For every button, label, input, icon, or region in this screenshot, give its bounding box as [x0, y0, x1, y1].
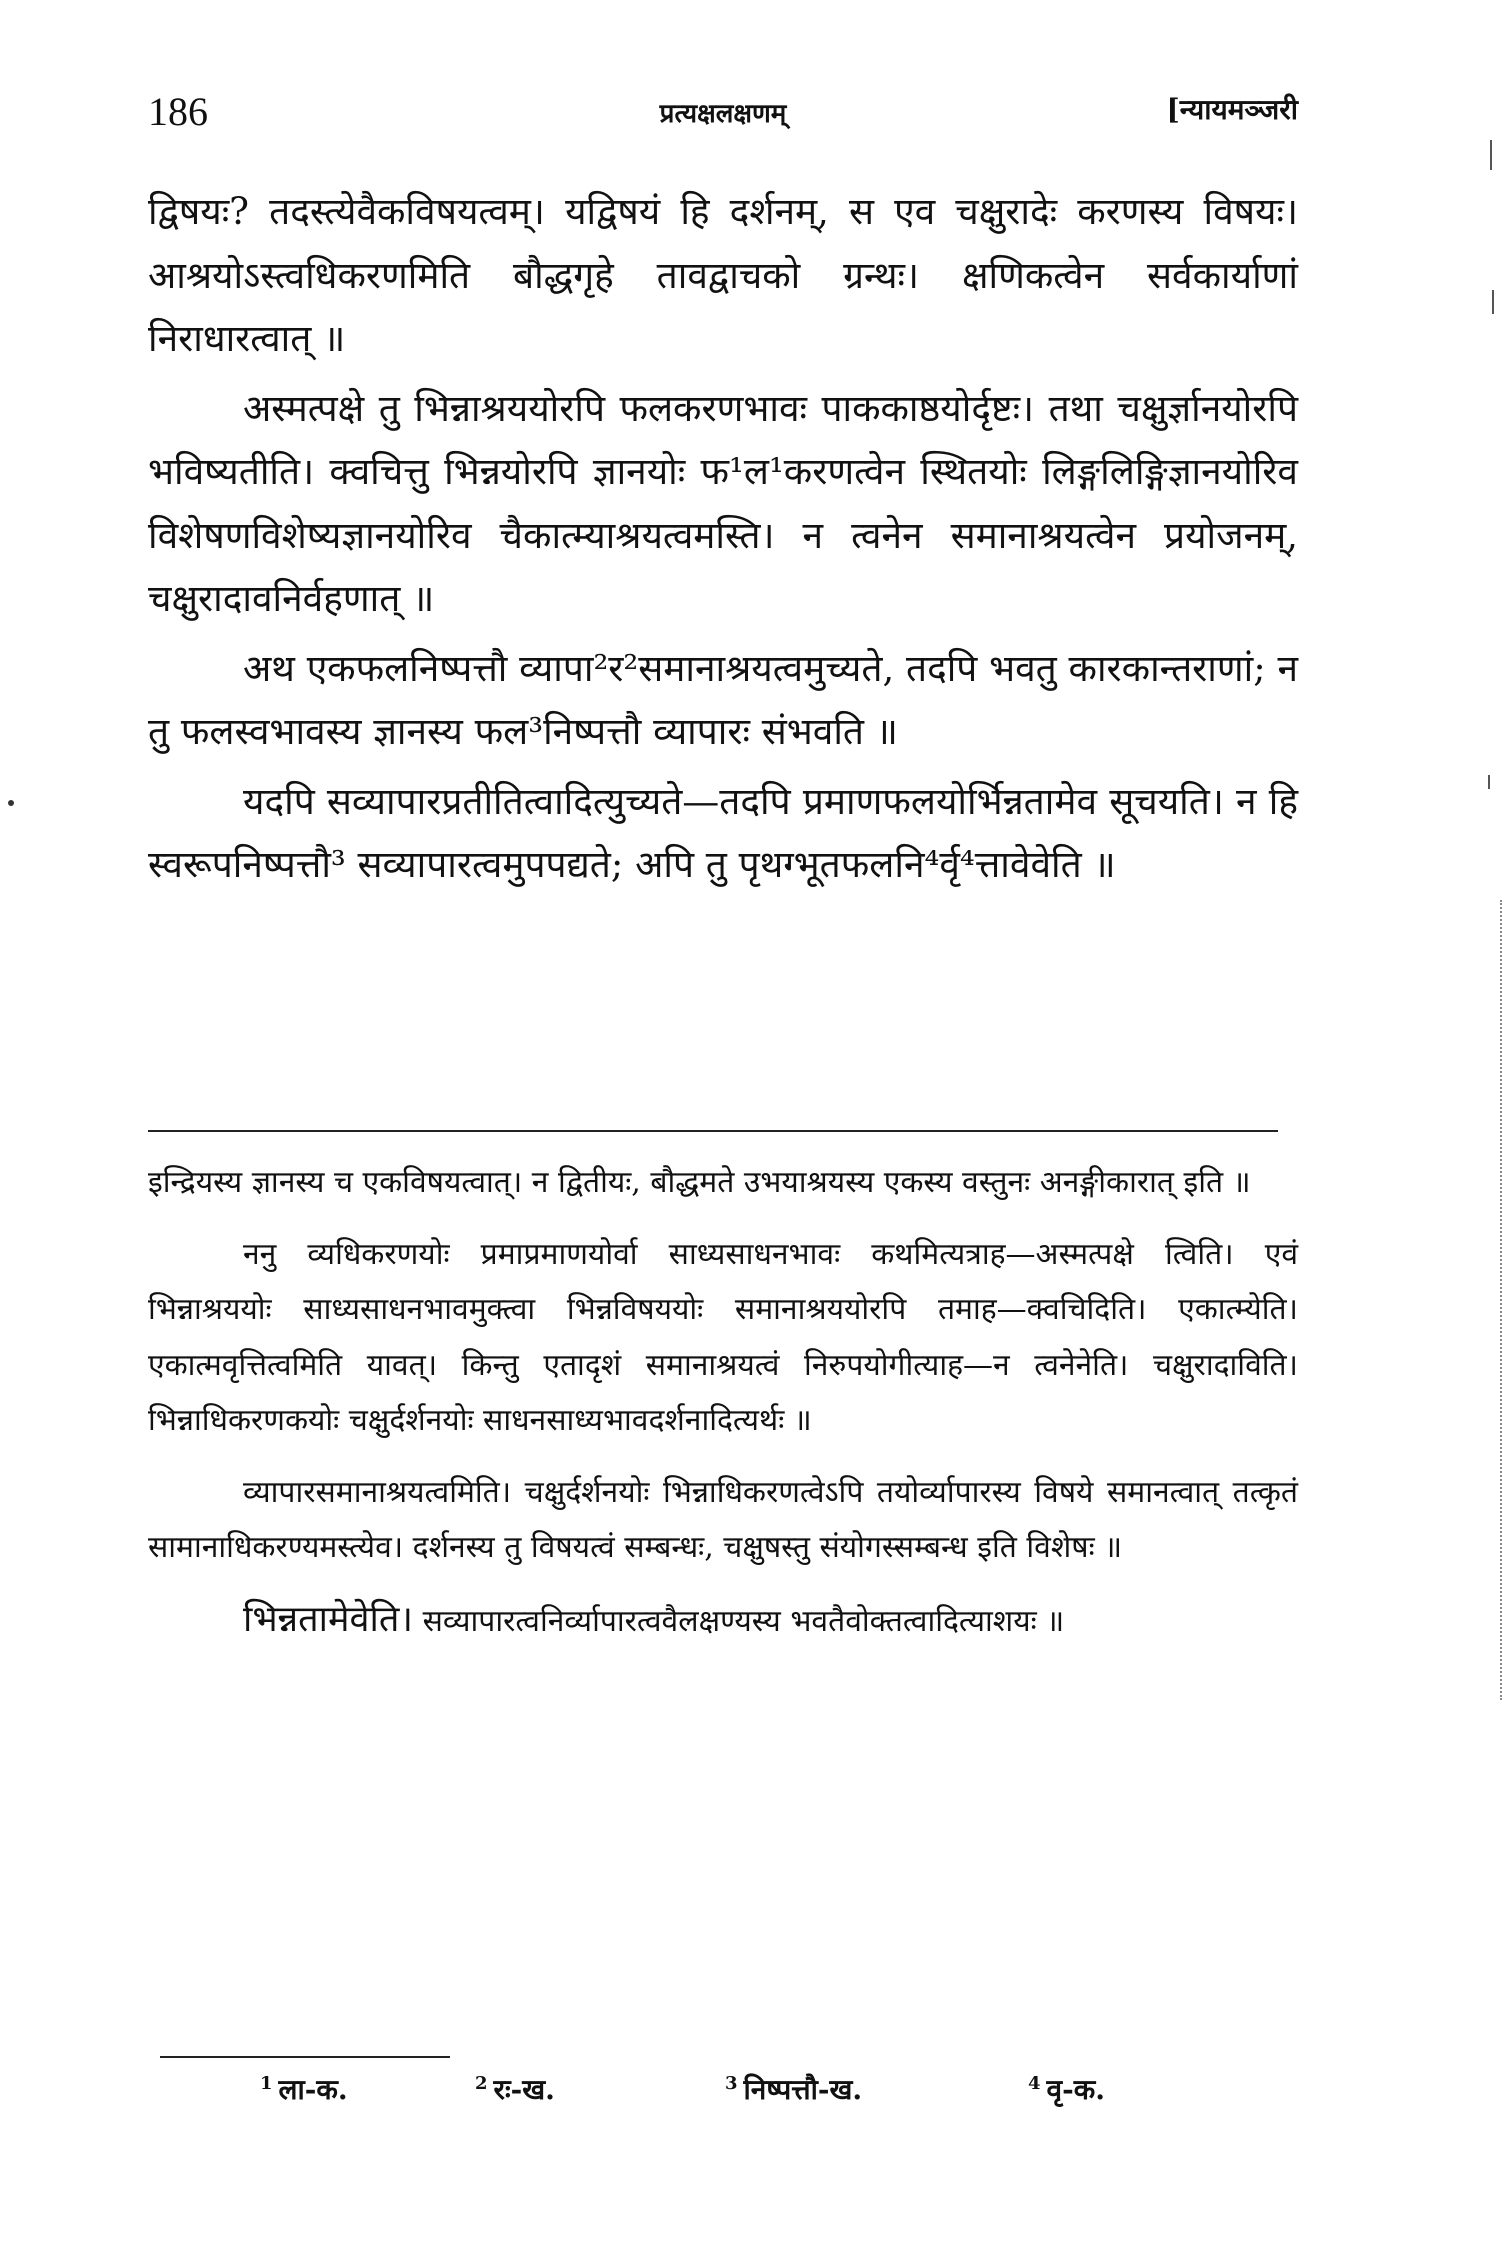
footnote-marker: 4 — [1028, 2072, 1041, 2094]
footnote-marker: 1 — [260, 2072, 273, 2094]
page-header — [148, 88, 1298, 138]
footnote-text: रः-ख. — [493, 2073, 555, 2106]
footnote-divider — [160, 2056, 450, 2058]
footnote-1 — [260, 2070, 348, 2108]
footnote-marker: 2 — [475, 2072, 488, 2094]
commentary-paragraph-2: ननु व्यधिकरणयोः प्रमाप्रमाणयोर्वा साध्यसाधनभावः कथमित्यत्राह—अस्मत्पक्षे त्विति। एवं भिन्नाश्रययोः साध्यसाधनभावमुक्त्वा भिन्नविषययोः समानाश्रययोरपि तमाह—क्वचिदिति। एकात्म्येति। एकात्मवृत्तित्वमिति यावत्। किन्तु एतादृशं समानाश्रयत्वं निरुपयोगीत्याह—न त्वनेनेति। चक्षुरादाविति। भिन्नाधिकरणकयोः चक्षुर्दर्शनयोः साधनसाध्यभावदर्शनादित्यर्थः ॥ — [148, 1236, 1298, 1438]
text-commentary-divider — [148, 1130, 1278, 1132]
footnote-text: निष्पत्तौ-ख. — [743, 2073, 863, 2106]
main-paragraph-1: द्विषयः? तदस्त्येवैकविषयत्वम्। यद्विषयं हि दर्शनम्, स एव चक्षुरादेः करणस्य विषयः। आश्रयोऽस्त्वधिकरणमिति बौद्धगृहे तावद्वाचको ग्रन्थः। क्षणिकत्वेन सर्वकार्याणां निराधारत्वात् ॥ — [148, 190, 1299, 360]
footnotes — [260, 2070, 1260, 2118]
scan-margin-line — [1490, 140, 1492, 170]
footnote-marker: 3 — [725, 2072, 738, 2094]
running-title: प्रत्यक्षलक्षणम् — [659, 99, 787, 129]
book-title: [न्यायमञ्जरी — [1166, 93, 1298, 126]
footnote-2 — [475, 2070, 555, 2108]
main-text — [148, 180, 1298, 903]
commentary — [148, 1155, 1298, 1665]
page-number: 186 — [148, 89, 208, 134]
main-paragraph-2: अस्मत्पक्षे तु भिन्नाश्रययोरपि फलकरणभावः पाककाष्ठयोर्दृष्टः। तथा चक्षुर्ज्ञानयोरपि भविष्यतीति। क्वचित्तु भिन्नयोरपि ज्ञानयोः फ¹ल¹करणत्वेन स्थितयोः लिङ्गलिङ्गिज्ञानयोरिव विशेषणविशेष्यज्ञानयोरिव चैकात्म्याश्रयत्वमस्ति। न त्वनेन समानाश्रयत्वेन प्रयोजनम्, चक्षुरादावनिर्वहणात् ॥ — [148, 386, 1298, 620]
footnote-text: वृ-क. — [1046, 2073, 1105, 2106]
commentary-paragraph-3: व्यापारसमानाश्रयत्वमिति। चक्षुर्दर्शनयोः भिन्नाधिकरणत्वेऽपि तयोर्व्यापारस्य विषये समानत्वात् तत्कृतं सामानाधिकरण्यमस्त्येव। दर्शनस्य तु विषयत्वं सम्बन्धः, चक्षुषस्तु संयोगस्सम्बन्ध इति विशेषः ॥ — [148, 1474, 1298, 1565]
scan-margin-line — [1492, 290, 1494, 314]
footnote-4 — [1028, 2070, 1105, 2108]
commentary-gloss: सव्यापारत्वनिर्व्यापारत्ववैलक्षण्यस्य भवतैवोक्तत्वादित्याशयः ॥ — [413, 1603, 1065, 1639]
main-paragraph-3: अथ एकफलनिष्पत्तौ व्यापा²र²समानाश्रयत्वमुच्यते, तदपि भवतु कारकान्तराणां; न तु फलस्वभावस्य ज्ञानस्य फल³निष्पत्तौ व्यापारः संभवति ॥ — [148, 646, 1298, 753]
footnote-text: ला-क. — [278, 2073, 348, 2106]
scan-speck — [8, 800, 14, 806]
commentary-paragraph-1: इन्द्रियस्य ज्ञानस्य च एकविषयत्वात्। न द्वितीयः, बौद्धमते उभयाश्रयस्य एकस्य वस्तुनः अनङ्गीकारात् इति ॥ — [148, 1165, 1251, 1200]
footnote-3 — [725, 2070, 862, 2108]
commentary-paragraph-4 — [148, 1592, 1298, 1650]
commentary-lead-word: भिन्नतामेवेति। — [243, 1598, 414, 1640]
main-paragraph-4: यदपि सव्यापारप्रतीतित्वादित्युच्यते—तदपि प्रमाणफलयोर्भिन्नतामेव सूचयति। न हि स्वरूपनिष्पत्तौ³ सव्यापारत्वमुपपद्यते; अपि तु पृथग्भूतफलनि⁴र्वृ⁴त्तावेवेति ॥ — [148, 779, 1298, 886]
scan-margin-edge — [1500, 900, 1504, 1700]
scan-margin-line — [1488, 775, 1490, 789]
